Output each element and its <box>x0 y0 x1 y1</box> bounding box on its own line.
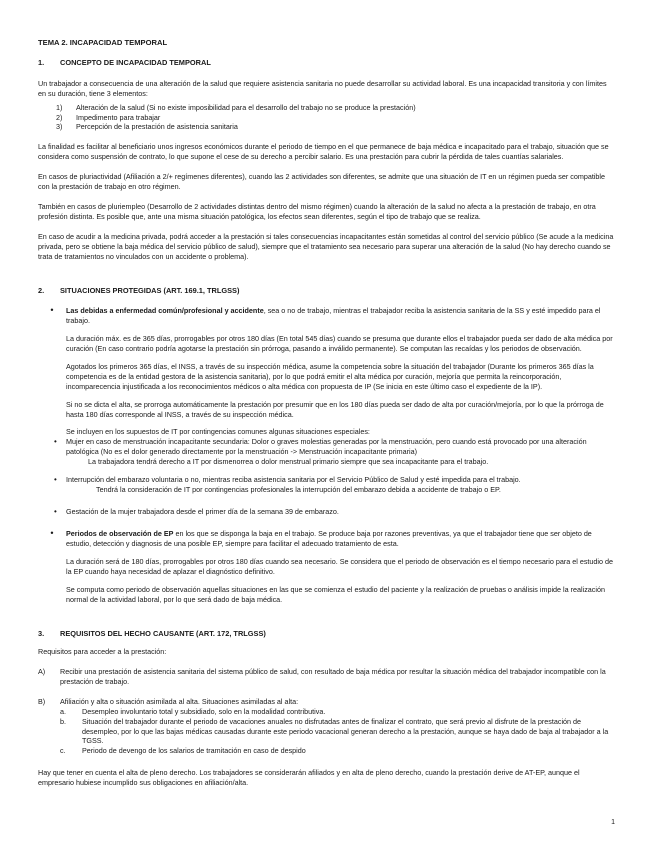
list-text: Impedimento para trabajar <box>76 112 161 122</box>
requirement-letter: B) <box>38 696 46 706</box>
sub-bullet-text: Mujer en caso de menstruación incapacitante secundaria: Dolor o graves molestias generadas por la menstruación, pero cuando está provocado por una alteración patológica (No es el dolor generado directamente por la menstruación -> Menstruación incapacitante primaria) <box>66 437 587 457</box>
bold-lead: Periodos de observación de EP <box>66 529 174 539</box>
paragraph: Agotados los primeros 365 días, el INSS, a través de su inspección médica, asume la competencia sobre la situación del trabajador (Durante los primeros 365 días la competencia es de la entidad gestora de la asistencia sanitaria), por lo que podrá emitir el alta médica por curación, mejoría que permita la reincorporación, incomparecencia injustificada a los reconocimientos médicos o alta médica con propuesta de IP (Se inicia en este último caso el expediente de la IP). <box>66 361 594 391</box>
bullet-item <box>38 529 615 549</box>
section-title: SITUACIONES PROTEGIDAS (ART. 169.1, TRLGSS) <box>60 285 240 295</box>
bullet-icon: • <box>54 507 57 517</box>
section-number: 3. <box>38 628 45 638</box>
list-item <box>56 122 615 132</box>
paragraph: La finalidad es facilitar al beneficiario unos ingresos económicos durante el periodo de tiempo en el que permanece de baja médica e incapacitado para el trabajo, situación que se considera como suspensión de contrato, lo que supone el cese de su derecho a percibir salario. Es una prestación para cubrir la pérdida de tales cuantías salariales. <box>38 142 609 162</box>
list-letter: b. <box>60 716 66 726</box>
list-item <box>60 717 615 747</box>
requirement-letter: A) <box>38 666 46 676</box>
list-text: Periodo de devengo de los salarios de tramitación en caso de despido <box>82 746 306 756</box>
list-number: 2) <box>56 112 63 122</box>
list-text: Situación del trabajador durante el periodo de vacaciones anuales no disfrutadas antes de finalizar el contrato, que será previo al disfrute de la prestación de desempleo, por lo que las bajas médicas causadas durante este periodo vacacional generan derecho a la prestación, aunque se haya dado de baja al trabajador a la TGSS. <box>82 716 609 746</box>
page-number: 1 <box>611 819 615 827</box>
paragraph: La duración será de 180 días, prorrogables por otros 180 días cuando sea necesario. Se considera que el periodo de observación es el tiempo necesario para el estudio de la EP cuando haya necesidad de aplazar el diagnóstico definitivo. <box>66 556 614 576</box>
paragraph: Hay que tener en cuenta el alta de pleno derecho. Los trabajadores se considerarán afiliados y en alta de pleno derecho, cuando la prestación derive de AT-EP, aunque el empresario hubiese incumplido sus obligaciones en afiliación/alta. <box>38 768 580 788</box>
sub-bullet-item <box>54 507 615 517</box>
bullet-icon: • <box>50 528 54 539</box>
section-title: REQUISITOS DEL HECHO CAUSANTE (ART. 172, TRLGSS) <box>60 628 266 638</box>
section-2-heading <box>38 286 615 296</box>
list-text: Desempleo involuntario total y subsidiado, solo en la modalidad contributiva. <box>82 706 326 716</box>
list-number: 1) <box>56 102 63 112</box>
document-title: TEMA 2. INCAPACIDAD TEMPORAL <box>38 38 168 47</box>
section-number: 1. <box>38 58 45 68</box>
paragraph: Se incluyen en los supuestos de IT por contingencias comunes algunas situaciones especiales: <box>66 427 370 437</box>
section-3-heading <box>38 629 615 639</box>
bullet-icon: • <box>54 475 57 485</box>
sub-bullet-text: Interrupción del embarazo voluntaria o no, mientras reciba asistencia sanitaria por el Servicio Público de Salud y esté impedida para el trabajo. <box>66 475 521 485</box>
bold-lead: Las debidas a enfermedad común/profesional y accidente <box>66 306 264 316</box>
section-title: CONCEPTO DE INCAPACIDAD TEMPORAL <box>60 58 211 68</box>
list-text: Alteración de la salud (Si no existe imposibilidad para el desarrollo del trabajo no se produce la prestación) <box>76 102 416 112</box>
sub-bullet-text: Gestación de la mujer trabajadora desde el primer día de la semana 39 de embarazo. <box>66 507 339 517</box>
paragraph: En casos de pluriactividad (Afiliación a 2/+ regímenes diferentes), cuando las 2 actividades son diferentes, se admite que una situación de IT en un régimen pueda ser compatible con la prestación de trabajo en otro régimen. <box>38 172 606 192</box>
paragraph: En caso de acudir a la medicina privada, podrá acceder a la prestación si tales consecuencias incapacitantes están sometidas al control del servicio público (Se acude a la medicina privada, pero se obtiene la baja médica del servicio público de salud), siempre que el tratamiento sea necesario para superar una alteración de la salud (No hay derecho cuando se trata de tratamientos no vinculados con un accidente o problema). <box>38 232 614 261</box>
requirement-item <box>38 667 615 687</box>
requirement-item <box>38 697 615 707</box>
section-1-heading <box>38 58 615 68</box>
bullet-text: , sea o no de trabajo, mientras el trabajador reciba la asistencia sanitaria de la SS y esté impedido para el trabajo. <box>66 306 601 325</box>
requirement-text: Afiliación y alta o situación asimilada al alta. Situaciones asimiladas al alta: <box>60 696 299 706</box>
sub-bullet-item <box>54 437 615 457</box>
indented-note: Tendrá la consideración de IT por contingencias profesionales la interrupción del embarazo debida a accidente de trabajo o EP. <box>96 485 501 495</box>
list-text: Percepción de la prestación de asistencia sanitaria <box>76 122 238 132</box>
paragraph: La duración máx. es de 365 días, prorrogables por otros 180 días (En total 545 días) cuando se presuma que durante ellos el trabajador pueda ser dado de alta médica por curación (En caso contrario podría agotarse la prestación sin prórroga, pasando a inválido permanente). Se computan las recaídas y los periodos de observación. <box>66 333 613 353</box>
paragraph: Un trabajador a consecuencia de una alteración de la salud que requiere asistencia sanitaria no puede desarrollar su actividad laboral. Es una incapacidad transitoria y con límites en su duración, tiene 3 elementos: <box>38 78 607 98</box>
bullet-item <box>38 306 615 326</box>
list-item <box>56 103 615 113</box>
list-number: 3) <box>56 122 63 132</box>
indented-note: La trabajadora tendrá derecho a IT por dismenorrea o dolor menstrual primario siempre que sea incapacitante para el trabajo. <box>88 457 489 467</box>
section-number: 2. <box>38 285 45 295</box>
bullet-icon: • <box>50 305 54 316</box>
paragraph: Si no se dicta el alta, se prorroga automáticamente la prestación por presumir que en los 180 días pueda ser dado de alta por curación/mejoría, por lo que la prórroga de hasta 180 días corresponde al INSS, a través de su inspección médica. <box>66 399 604 419</box>
list-letter: a. <box>60 706 66 716</box>
lettered-list <box>60 707 615 757</box>
bullet-icon: • <box>54 437 57 447</box>
sub-bullet-item <box>54 475 615 485</box>
numbered-list <box>56 103 615 133</box>
list-item <box>60 707 615 717</box>
list-item <box>56 113 615 123</box>
list-item <box>60 746 615 756</box>
paragraph: Se computa como periodo de observación aquellas situaciones en las que se comienza el estudio del paciente y la realización de pruebas o análisis impide la realización normal de la actividad laboral, por lo que será dado de baja médica. <box>66 584 605 604</box>
bullet-text: en los que se disponga la baja en el trabajo. Se produce baja por razones preventivas, ya que el trabajador tiene que ser objeto de estudio, detección y diagnosis de una posible EP, siempre para facilitar el adecuado tratamiento de esta. <box>66 529 592 548</box>
paragraph: Requisitos para acceder a la prestación: <box>38 646 167 656</box>
requirement-text: Recibir una prestación de asistencia sanitaria del sistema público de salud, con resultado de baja médica por resultar la situación médica del trabajador incompatible con la prestación de trabajo. <box>60 666 606 686</box>
list-letter: c. <box>60 746 66 756</box>
paragraph: También en casos de pluriempleo (Desarrollo de 2 actividades distintas dentro del mismo régimen) cuando la alteración de la salud no afecta a la prestación de trabajo, en otra profesión distinta. Es posible que, ante una misma situación patológica, los efectos sean diferentes, según el tipo de trabajo que se realiza. <box>38 202 596 222</box>
